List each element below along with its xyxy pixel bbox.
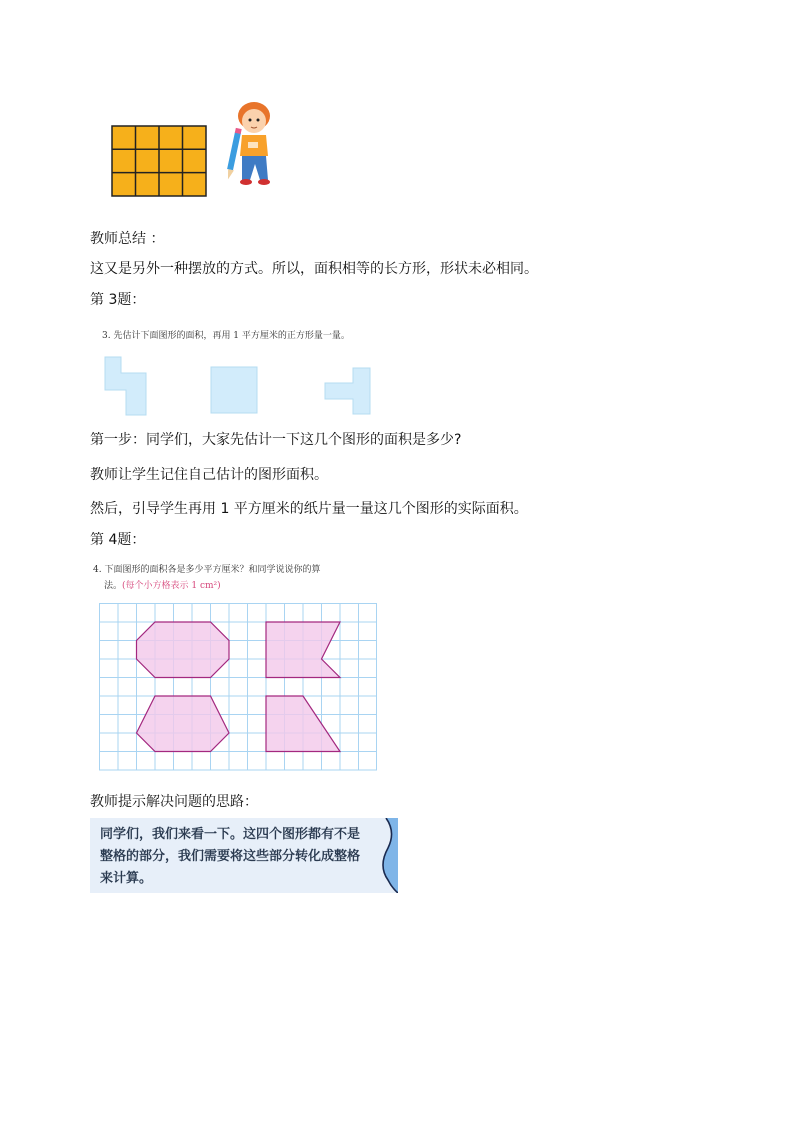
question-3-step1: 第一步：同学们，大家先估计一下这几个图形的面积是多少? [90,432,462,448]
boy-with-pencil-icon [226,100,276,186]
shape-square [211,367,257,413]
orange-grid-svg [111,125,207,197]
hexagon-shape [137,696,230,752]
hint-heading: 教师提示解决问题的思路： [90,794,258,810]
orange-grid-figure [111,125,207,197]
question-3-line3: 然后，引导学生再用 1 平方厘米的纸片量一量这几个图形的实际面积。 [90,501,528,517]
question-4-textbook-line2-a: 法。 [104,581,123,591]
trapezoid-shape [266,696,340,752]
summary-line: 这又是另外一种摆放的方式。所以，面积相等的长方形，形状未必相同。 [90,261,538,277]
flag-shape [266,622,340,678]
question-4-unit-note: (每个小方格表示 1 cm²) [122,581,221,591]
question-3-line2: 教师让学生记住自己估计的图形面积。 [90,467,328,483]
question-4-grid-figure [99,603,379,773]
teacher-hint-text: 同学们，我们来看一下。这四个图形都有不是整格的部分，我们需要将这些部分转化成整格来计算。 [100,827,361,886]
shape-stair [105,357,146,415]
question-3-shapes [100,355,380,417]
shape-t [325,368,370,414]
question-4-textbook-line1: 4. 下面图形的面积各是多少平方厘米？和同学说说你的算 [93,565,321,575]
question-3-heading: 第 3题： [90,292,146,308]
octagon-shape [137,622,230,678]
teacher-hint-bubble [90,818,398,893]
question-3-textbook-text: 3. 先估计下面图形的面积，再用 1 平方厘米的正方形量一量。 [102,331,350,341]
question-4-heading: 第 4题： [90,532,146,548]
bubble-wave-decoration [372,818,398,893]
question-4-textbook-line2 [104,578,221,591]
teacher-summary-heading: 教师总结 ： [90,231,165,247]
